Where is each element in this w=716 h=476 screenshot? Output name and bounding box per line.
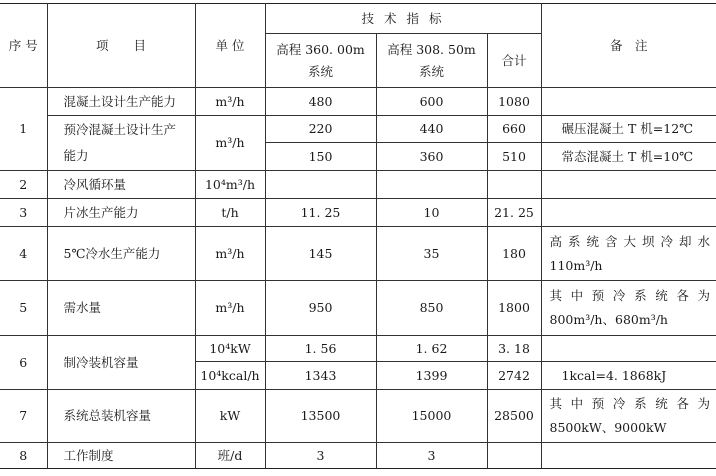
- table-row: [0, 390, 716, 443]
- cell-no: 4: [0, 227, 47, 281]
- cell-value: 1399: [376, 362, 487, 390]
- cell-item: 片冰生产能力: [47, 199, 195, 227]
- cell-unit: t/h: [195, 199, 265, 227]
- cell-no: 5: [0, 281, 47, 336]
- cell-item: 5℃冷水生产能力: [47, 227, 195, 281]
- cell-remark: 其中预冷系统各为 8500kW、9000kW: [541, 390, 716, 443]
- header-sys2: 高程 308. 50m 系统: [376, 34, 487, 88]
- cell-value: [487, 443, 541, 469]
- cell-value: 1. 56: [265, 336, 376, 362]
- table-row: [0, 443, 716, 469]
- cell-unit: m³/h: [195, 88, 265, 116]
- cell-unit: m³/h: [195, 116, 265, 171]
- cell-value: 180: [487, 227, 541, 281]
- cell-no: 6: [0, 336, 47, 390]
- cell-item: 需水量: [47, 281, 195, 336]
- cell-value: 2742: [487, 362, 541, 390]
- cell-value: 360: [376, 143, 487, 171]
- cell-value: [376, 171, 487, 199]
- header-item: 项 目: [47, 4, 195, 88]
- cell-value: 510: [487, 143, 541, 171]
- header-seq: 序 号: [0, 4, 47, 88]
- table-row: [0, 227, 716, 281]
- cell-item: 系统总装机容量: [47, 390, 195, 443]
- header-remark: 备 注: [541, 4, 716, 88]
- cell-remark: 其中预冷系统各为 800m³/h、680m³/h: [541, 281, 716, 336]
- header-tech: 技 术 指 标: [265, 4, 541, 34]
- cell-remark: [541, 171, 716, 199]
- cell-unit: 班/d: [195, 443, 265, 469]
- cell-value: [487, 171, 541, 199]
- cell-value: 15000: [376, 390, 487, 443]
- cell-remark: [541, 443, 716, 469]
- cell-unit: 10⁴m³/h: [195, 171, 265, 199]
- cell-value: 850: [376, 281, 487, 336]
- cell-no: 3: [0, 199, 47, 227]
- cell-no: 8: [0, 443, 47, 469]
- cell-value: 480: [265, 88, 376, 116]
- cell-value: 3: [376, 443, 487, 469]
- cell-value: 440: [376, 116, 487, 143]
- cell-value: 1800: [487, 281, 541, 336]
- cell-item: 混凝土设计生产能力: [47, 88, 195, 116]
- cell-unit: m³/h: [195, 281, 265, 336]
- header-unit: 单 位: [195, 4, 265, 88]
- cell-no: 2: [0, 171, 47, 199]
- cell-value: 1. 62: [376, 336, 487, 362]
- cell-remark: 1kcal=4. 1868kJ: [541, 362, 716, 390]
- cell-remark: [541, 88, 716, 116]
- cell-unit: 10⁴kcal/h: [195, 362, 265, 390]
- cell-item: 工作制度: [47, 443, 195, 469]
- cell-item: 制冷装机容量: [47, 336, 195, 390]
- cell-remark: 高系统含大坝冷却水 110m³/h: [541, 227, 716, 281]
- header-row-top: [0, 4, 716, 34]
- cell-remark: 常态混凝土 T 机=10℃: [541, 143, 716, 171]
- header-total: 合计: [487, 34, 541, 88]
- cell-value: 28500: [487, 390, 541, 443]
- cell-value: 35: [376, 227, 487, 281]
- cell-unit: kW: [195, 390, 265, 443]
- cell-value: [265, 171, 376, 199]
- cell-item: 预冷混凝土设计生产能力: [47, 116, 195, 171]
- cell-value: 150: [265, 143, 376, 171]
- cell-unit: 10⁴kW: [195, 336, 265, 362]
- cell-value: 145: [265, 227, 376, 281]
- cell-value: 11. 25: [265, 199, 376, 227]
- cell-remark: [541, 336, 716, 362]
- table-row: [0, 88, 716, 116]
- cell-value: 10: [376, 199, 487, 227]
- table-row: [0, 336, 716, 362]
- cell-item: 冷风循环量: [47, 171, 195, 199]
- cell-unit: m³/h: [195, 227, 265, 281]
- cell-value: 950: [265, 281, 376, 336]
- cell-value: 3. 18: [487, 336, 541, 362]
- cell-value: 13500: [265, 390, 376, 443]
- table-row: [0, 116, 716, 143]
- cell-remark: 碾压混凝土 T 机=12℃: [541, 116, 716, 143]
- cell-remark: [541, 199, 716, 227]
- cell-value: 3: [265, 443, 376, 469]
- cell-value: 1343: [265, 362, 376, 390]
- table-row: [0, 199, 716, 227]
- table-row: [0, 171, 716, 199]
- cell-no: 7: [0, 390, 47, 443]
- cell-value: 660: [487, 116, 541, 143]
- cell-value: 21. 25: [487, 199, 541, 227]
- header-sys1: 高程 360. 00m 系统: [265, 34, 376, 88]
- cell-value: 220: [265, 116, 376, 143]
- technical-indicators-table: [0, 3, 716, 469]
- table-row: [0, 281, 716, 336]
- cell-value: 1080: [487, 88, 541, 116]
- cell-value: 600: [376, 88, 487, 116]
- cell-no: 1: [0, 88, 47, 171]
